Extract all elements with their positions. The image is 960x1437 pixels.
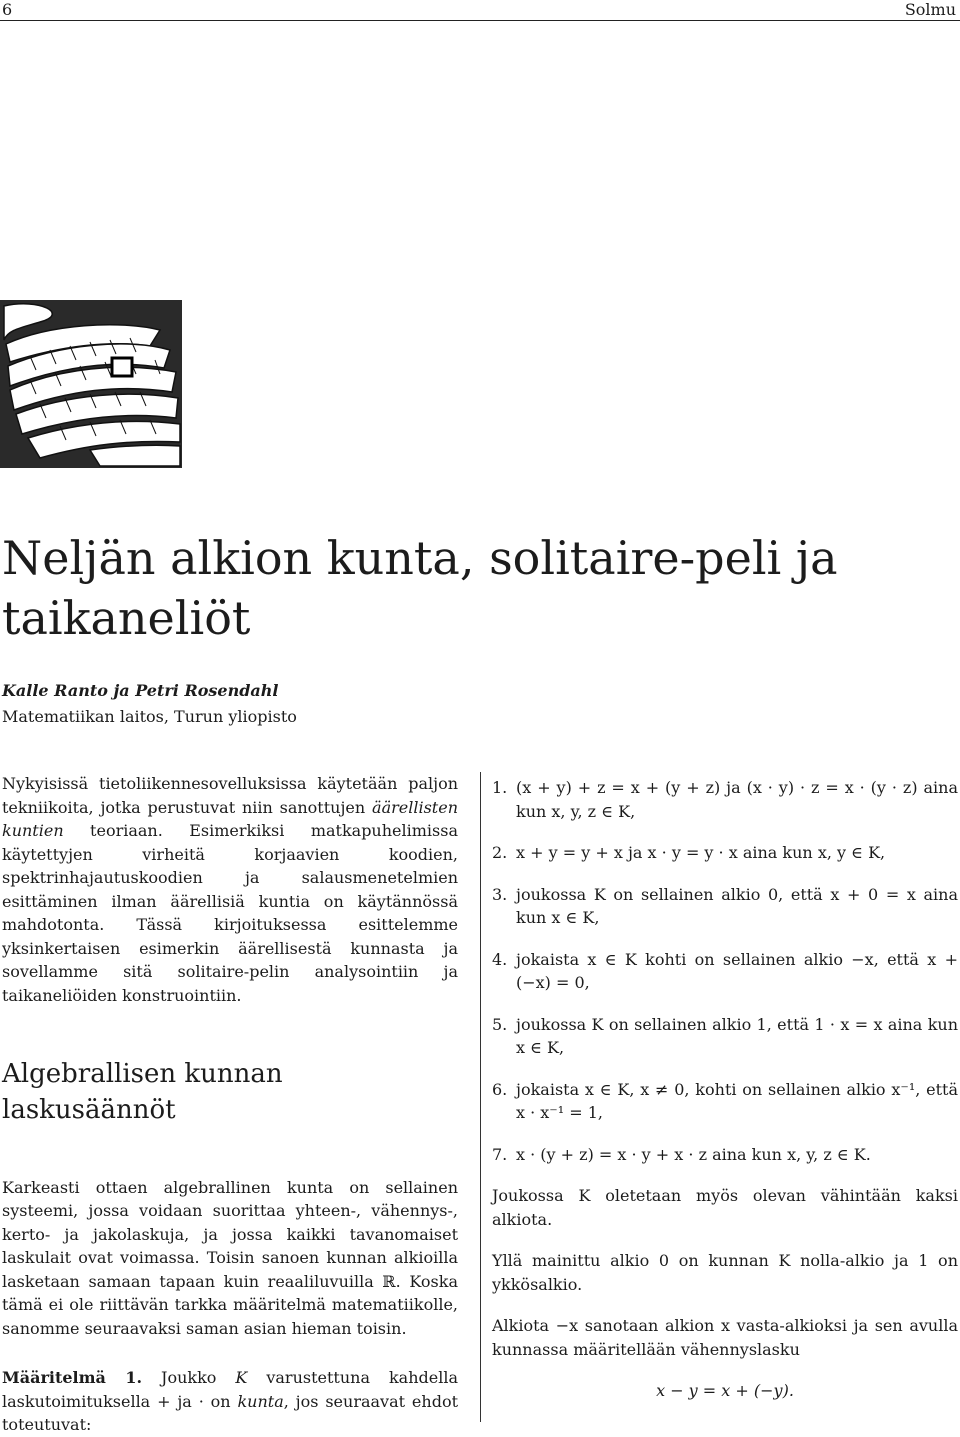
definition-text-c: , jos seuraavat ehdot toteutuvat:	[2, 1391, 458, 1435]
axiom-item	[492, 1013, 958, 1060]
paragraph-additive-inverse: Alkiota −x sanotaan alkion x vasta-alkioksi ja sen avulla kunnassa määritellään vähennyslasku	[492, 1316, 958, 1359]
affiliation: Matematiikan laitos, Turun yliopisto	[2, 707, 297, 726]
section-paragraph: Karkeasti ottaen algebrallinen kunta on sellainen systeemi, jossa voidaan suorittaa yhteen-, vähennys-, kerto- ja jakolaskuja, ja jossa kaikki tavanomaiset laskulait ovat voimassa. Toisin sanoen kunnan alkioilla lasketaan samaan tapaan kuin reaaliluvuilla ℝ. Koska tämä ei ole riittävän tarkka määritelmä matematiikolle, sanomme seuraavaksi saman asian hieman toisin.	[2, 1177, 458, 1338]
definition-1	[2, 1366, 458, 1437]
right-column	[492, 776, 958, 1400]
paragraph-zero-one: Yllä mainittu alkio 0 on kunnan K nolla-alkio ja 1 on ykkösalkio.	[492, 1251, 958, 1294]
axiom-number: 1.	[492, 778, 508, 797]
axiom-number: 6.	[492, 1079, 508, 1099]
axiom-text: joukossa K on sellainen alkio 1, että 1 · x = x aina kun x ∈ K,	[516, 1014, 958, 1057]
spiral-tape-drawing	[0, 300, 182, 468]
left-column	[2, 772, 458, 1437]
axiom-item	[492, 1078, 958, 1125]
page-number: 6	[2, 0, 13, 19]
axiom-text: (x + y) + z = x + (y + z) ja (x · y) · z = x · (y · z) aina kun x, y, z ∈ K,	[516, 778, 958, 821]
abstract	[2, 772, 458, 1005]
paragraph-at-least-two: Joukossa K oletetaan myös olevan vähintään kaksi alkiota.	[492, 1186, 958, 1229]
page-header	[0, 0, 960, 22]
axiom-number: 3.	[492, 884, 508, 904]
abstract-text-2: teoriaan. Esimerkiksi matkapuhelimissa käytettyjen virheitä korjaavien koodien, spektrinhajautuskoodien ja salausmenetelmien esittäminen ilman äärellisiä kuntia on käytännössä mahdotonta. Tässä kirjoituksessa esittelemme yksinkertaisen esimerkin äärellisestä kunnasta ja sovellamme sitä solitaire-pelin analysointiin ja taikaneliöiden konstruointiin.	[2, 821, 458, 1005]
axiom-text: jokaista x ∈ K kohti on sellainen alkio −x, että x + (−x) = 0,	[516, 949, 958, 992]
abstract-emphasis: äärellisten kuntien	[2, 797, 458, 840]
axiom-number: 5.	[492, 1014, 508, 1034]
axiom-text: joukossa K on sellainen alkio 0, että x + 0 = x aina kun x ∈ K,	[516, 884, 958, 927]
section-heading: Algebrallisen kunnan laskusäännöt	[2, 1059, 283, 1125]
axiom-text: x · (y + z) = x · y + x · z aina kun x, y, z ∈ K.	[516, 1144, 871, 1164]
article-title: Neljän alkion kunta, solitaire-peli ja taikaneliöt	[2, 531, 838, 645]
axiom-text: x + y = y + x ja x · y = y · x aina kun x, y ∈ K,	[516, 843, 886, 862]
axiom-number: 2.	[492, 843, 508, 862]
axiom-item	[492, 948, 958, 995]
spiral-tape-illustration	[0, 300, 182, 468]
axiom-item	[492, 883, 958, 930]
field-axioms-list	[492, 776, 958, 1166]
definition-emphasis: kunta	[237, 1391, 284, 1411]
definition-heading: Määritelmä 1.	[2, 1368, 143, 1388]
column-divider	[480, 772, 481, 1422]
axiom-item	[492, 841, 958, 865]
axiom-number: 7.	[492, 1144, 508, 1164]
definition-set-symbol: K	[235, 1368, 248, 1388]
axiom-item	[492, 776, 958, 823]
axiom-text: jokaista x ∈ K, x ≠ 0, kohti on sellainen alkio x⁻¹, että x · x⁻¹ = 1,	[516, 1079, 958, 1122]
authors: Kalle Ranto ja Petri Rosendahl	[2, 681, 279, 700]
definition-text-a: Joukko	[142, 1368, 236, 1388]
journal-name: Solmu	[904, 0, 956, 19]
abstract-text-1: Nykyisissä tietoliikennesovelluksissa käytetään paljon tekniikoita, jotka perustuvat niin sanottujen	[2, 774, 458, 817]
axiom-item	[492, 1143, 958, 1167]
definition-text-b: varustettuna kahdella laskutoimituksella + ja · on	[2, 1368, 459, 1411]
axiom-number: 4.	[492, 949, 508, 969]
header-rule	[0, 20, 960, 21]
subtraction-equation: x − y = x + (−y).	[656, 1381, 794, 1400]
